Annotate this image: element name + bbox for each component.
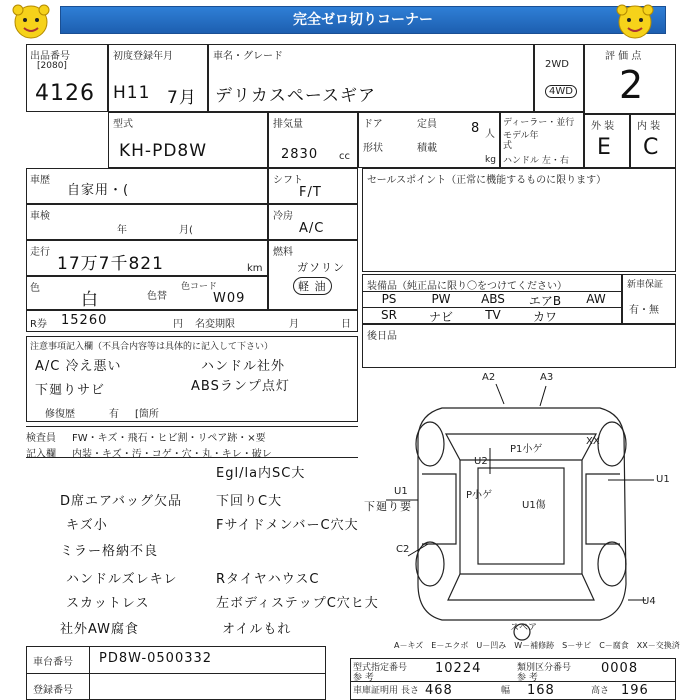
- first-reg-month: 7月: [167, 88, 197, 108]
- length-label: 長さ: [401, 686, 420, 696]
- type-cert-label: 型式指定番号: [353, 663, 408, 673]
- dealer-label: ディーラー・並行: [503, 118, 575, 128]
- footer-left: [26, 646, 326, 700]
- name-change-month: 月: [289, 319, 299, 330]
- car-name: デリカスペースギア: [215, 86, 376, 106]
- diagram-mark-u1-right: U1: [656, 474, 670, 485]
- load-unit: kg: [485, 155, 496, 165]
- repair-place: [箇所: [135, 409, 159, 420]
- equipment-airbag: エアB: [528, 294, 562, 308]
- handnote-h: RタイヤハウスC: [216, 572, 320, 587]
- diagram-mark-p: P小ゲ: [466, 490, 493, 501]
- length-value: 468: [425, 683, 453, 698]
- color-label: 色: [30, 283, 40, 294]
- diagram-mark-spare: スペア: [510, 623, 538, 633]
- interior-label: 内 装: [637, 121, 661, 132]
- first-reg-year: H11: [113, 83, 151, 103]
- recycle-label: R券: [30, 319, 47, 330]
- equipment-leather: カワ: [532, 310, 557, 324]
- after-label: 後日品: [367, 331, 397, 342]
- handnote-c: 下回りC大: [216, 494, 283, 509]
- height-value: 196: [621, 683, 649, 698]
- handnote-g: ハンドルズレキレ: [66, 572, 178, 587]
- notes-line2a: 下廻りサビ: [35, 383, 106, 398]
- model-label: 型式: [113, 119, 133, 130]
- ref-label-2: 参 考: [517, 673, 538, 683]
- lot-label: 出品番号: [30, 51, 70, 62]
- equipment-ps: PS: [381, 292, 397, 306]
- equipment-abs: ABS: [481, 292, 505, 306]
- inspection-label: 車検: [30, 211, 50, 222]
- notes-line1a: A/C 冷え悪い: [35, 359, 122, 374]
- color-code-value: W09: [213, 291, 246, 306]
- equipment-navi: ナビ: [428, 310, 453, 324]
- diagram-mark-a2: A2: [482, 372, 496, 383]
- handle-label: ハンドル 左・右: [503, 156, 569, 166]
- mileage-label: 走行: [30, 247, 50, 258]
- width-label: 幅: [501, 686, 511, 696]
- diagram-mark-a3: A3: [540, 372, 554, 383]
- disp-label: 排気量: [273, 119, 303, 130]
- shape-label: 形状: [363, 143, 383, 154]
- diagram-mark-p1: P1小ゲ: [510, 444, 543, 455]
- handnote-i: スカットレス: [66, 596, 150, 611]
- handnote-a: Egl/la内SC大: [216, 466, 306, 481]
- diagram-mark-xx: XX: [586, 436, 600, 447]
- notes-line2b: ABSランプ点灯: [191, 379, 290, 394]
- eval-label: 評 価 点: [605, 51, 642, 62]
- interior-value: C: [643, 135, 660, 160]
- eval-score: 2: [619, 63, 645, 107]
- model-value: KH-PD8W: [119, 141, 208, 161]
- inspector-label2: 記入欄: [26, 449, 56, 460]
- recycle-value: 15260: [61, 313, 108, 328]
- equipment-aw: AW: [586, 292, 606, 306]
- shift-label: シフト: [273, 175, 303, 186]
- class-value: 0008: [601, 661, 639, 676]
- exterior-label: 外 装: [591, 121, 615, 132]
- model-year-label: モデル年式: [503, 131, 539, 151]
- name-change-label: 名変期限: [195, 319, 235, 330]
- inspector-in-line: 内装・キズ・汚・コゲ・穴・丸・キレ・破レ: [72, 449, 272, 460]
- chassis-label-cell: [27, 647, 90, 674]
- handnote-m: 下廻り要: [364, 500, 412, 513]
- equipment-pw: PW: [431, 292, 451, 306]
- history-label: 車歴: [30, 175, 50, 186]
- handnote-e: FサイドメンバーC穴大: [216, 518, 359, 533]
- equipment-sr: SR: [381, 308, 397, 322]
- handnote-d: キズ小: [66, 518, 108, 533]
- diagram-mark-u1-roof: U1傷: [522, 500, 546, 511]
- diagram-mark-u1-left: U1: [394, 486, 408, 497]
- diagram-mark-u2: U2: [474, 456, 488, 467]
- mascot-icon: [8, 2, 54, 42]
- first-reg-label: 初度登録年月: [113, 51, 173, 62]
- color-value: 白: [81, 290, 99, 310]
- ref-label: 参 考: [353, 673, 374, 683]
- ac-value: A/C: [299, 221, 325, 236]
- footer-right: [350, 658, 676, 700]
- handnote-l: オイルもれ: [222, 622, 292, 637]
- handnote-k: 社外AW腐食: [60, 622, 140, 637]
- new-car-label: 新車保証: [627, 280, 664, 290]
- load-label: 積載: [417, 143, 437, 154]
- capacity-unit: 人: [485, 129, 495, 140]
- handnote-f: ミラー格納不良: [60, 544, 159, 559]
- banner: [0, 0, 700, 44]
- notes-line1b: ハンドル社外: [201, 359, 286, 374]
- sales-points-label: セールスポイント（正常に機能するものに限ります）: [367, 175, 607, 186]
- diagram-mark-u4: U4: [642, 596, 656, 607]
- repair-value: 有: [109, 409, 119, 420]
- handnote-j: 左ボディステップC穴ヒ大: [216, 596, 379, 611]
- color-code-label: 色コード: [181, 282, 218, 292]
- ac-label: 冷房: [273, 211, 293, 222]
- diagram-mark-c2: C2: [396, 544, 410, 555]
- inspector-label1: 検査員: [26, 433, 56, 444]
- lot-number: 4126: [35, 81, 95, 106]
- banner-title: 完全ゼロ切りコーナー: [60, 6, 666, 34]
- reg-label-cell: [27, 673, 90, 699]
- color-swap-label: 色替: [147, 291, 167, 302]
- width-value: 168: [527, 683, 555, 698]
- chassis-value: PD8W-0500332: [99, 651, 213, 666]
- class-label: 類別区分番号: [517, 663, 572, 673]
- repair-label: 修復歴: [45, 409, 75, 420]
- inspection-month: 月(: [179, 225, 193, 236]
- diagram-legend: A－キズ E－エクボ U－凹み W－補修跡 S－サビ C－腐食 XX－交換済: [394, 641, 680, 650]
- door-label: ドア: [363, 119, 383, 130]
- cert-label: 車庫証明用: [353, 686, 399, 696]
- drive-4wd: 4WD: [545, 85, 577, 98]
- inspector-fw-line: FW・キズ・飛石・ヒビ割・リペア跡・×要: [72, 433, 266, 444]
- mileage-value: 17万7千821: [57, 254, 164, 274]
- mascot-icon: [612, 2, 658, 42]
- type-cert-value: 10224: [435, 661, 482, 676]
- height-label: 高さ: [591, 686, 610, 696]
- reg-label: 登録番号: [33, 685, 73, 696]
- equipment-tv: TV: [485, 308, 501, 322]
- fuel-label: 燃料: [273, 247, 293, 258]
- name-label: 車名・グレード: [213, 51, 283, 62]
- drive-2wd: 2WD: [545, 59, 569, 70]
- disp-value: 2830: [281, 147, 319, 162]
- car-diagram: [26, 44, 676, 644]
- mileage-unit: km: [247, 263, 263, 274]
- handnote-b: D席エアバッグ欠品: [60, 494, 182, 509]
- inspection-year: 年: [117, 225, 127, 236]
- name-change-day: 日: [341, 319, 351, 330]
- inspection-sheet: [26, 44, 680, 700]
- lot-sub: [2080]: [37, 61, 67, 71]
- notes-label: 注意事項記入欄（不具合内容等は具体的に記入して下さい）: [30, 342, 274, 352]
- capacity-label: 定員: [417, 119, 437, 130]
- fuel-opt1: ガソリン: [297, 261, 345, 274]
- shift-value: F/T: [299, 185, 322, 200]
- equipment-label: 装備品（純正品に限り〇をつけてください）: [367, 281, 567, 292]
- disp-unit: cc: [339, 151, 350, 162]
- recycle-unit: 円: [173, 319, 183, 330]
- capacity-value: 8: [471, 121, 481, 136]
- chassis-label: 車台番号: [33, 657, 73, 668]
- exterior-value: E: [597, 135, 612, 160]
- history-value: 自家用・(: [67, 183, 130, 198]
- fuel-opt2: 軽 油: [293, 277, 332, 295]
- new-car-value: 有・無: [629, 305, 659, 316]
